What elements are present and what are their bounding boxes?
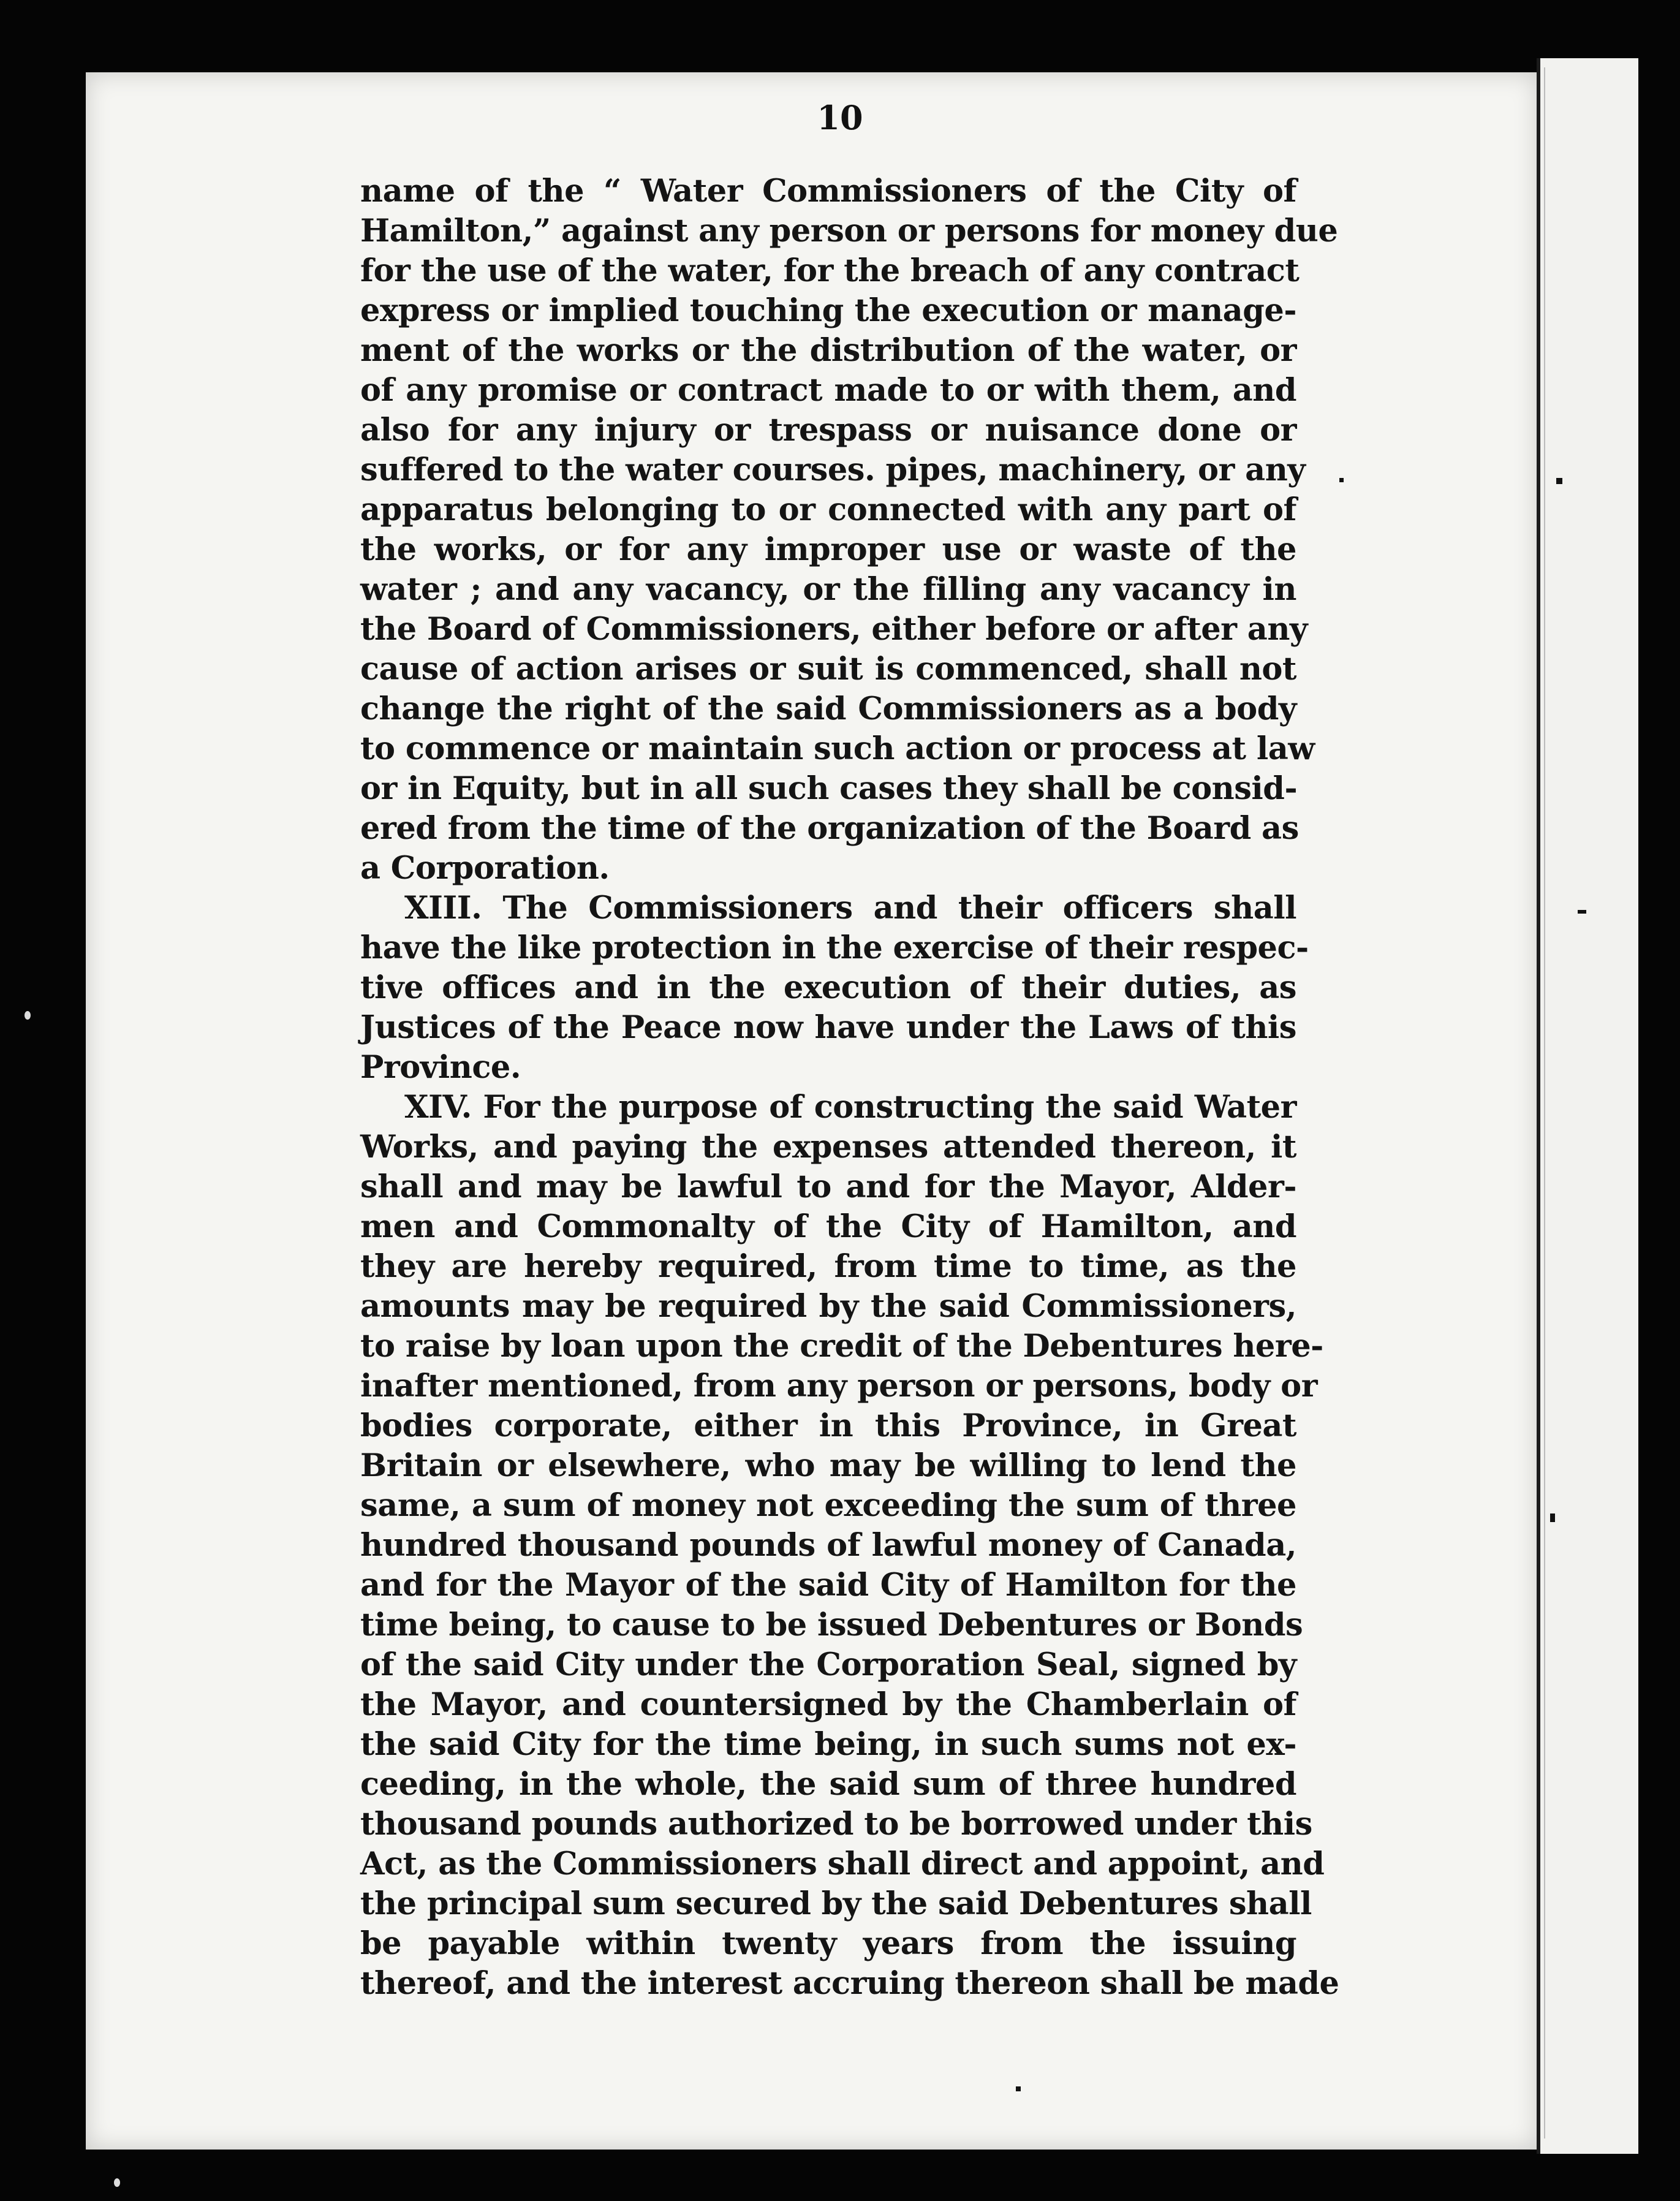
text-line: be payable within twenty years from the issuing	[360, 1925, 1296, 1962]
text-line: apparatus belonging to or connected with any part of	[360, 491, 1296, 528]
text-line: the said City for the time being, in such sums not ex-	[360, 1726, 1296, 1763]
text-line: men and Commonalty of the City of Hamilton, and	[360, 1208, 1296, 1245]
text-line: same, a sum of money not exceeding the sum of three	[360, 1487, 1296, 1524]
text-line: a Corporation.	[360, 850, 610, 887]
text-line: amounts may be required by the said Commissioners,	[360, 1288, 1296, 1325]
page-edge-divider	[1544, 67, 1545, 2138]
text-line: or in Equity, but in all such cases they shall be consid-	[360, 770, 1298, 807]
text-line: Works, and paying the expenses attended thereon, it	[360, 1129, 1296, 1165]
text-line: to raise by loan upon the credit of the Debentures here-	[360, 1328, 1323, 1365]
section-heading-line: XIV. For the purpose of constructing the said Water	[404, 1089, 1296, 1126]
text-line: to commence or maintain such action or process at law	[360, 730, 1315, 767]
text-line: suffered to the water courses. pipes, machinery, or any	[360, 452, 1306, 488]
page-speck	[1016, 2086, 1021, 2091]
text-line: express or implied touching the execution or manage-	[360, 292, 1296, 329]
text-line: time being, to cause to be issued Debentures or Bonds	[360, 1607, 1303, 1643]
edge-speck	[1578, 910, 1586, 914]
text-line: the Mayor, and countersigned by the Chamberlain of	[360, 1686, 1296, 1723]
text-line: hundred thousand pounds of lawful money of Canada,	[360, 1527, 1296, 1564]
text-line: the works, or for any improper use or waste of the	[360, 531, 1296, 568]
edge-speck	[1556, 478, 1562, 484]
text-line: Britain or elsewhere, who may be willing to lend the	[360, 1447, 1296, 1484]
text-line: cause of action arises or suit is commenced, shall not	[360, 651, 1296, 688]
text-line: Act, as the Commissioners shall direct and appoint, and	[360, 1846, 1325, 1882]
text-line: change the right of the said Commissioners as a body	[360, 691, 1296, 727]
text-line: of the said City under the Corporation Seal, signed by	[360, 1646, 1296, 1683]
text-line: name of the “ Water Commissioners of the City of	[360, 173, 1296, 210]
text-line: ceeding, in the whole, the said sum of three hundred	[360, 1766, 1296, 1803]
text-line: for the use of the water, for the breach of any contract	[360, 252, 1300, 289]
text-line: and for the Mayor of the said City of Hamilton for the	[360, 1567, 1296, 1604]
text-line: Hamilton,” against any person or persons for money due	[360, 213, 1338, 249]
text-line: thousand pounds authorized to be borrowed under this	[360, 1806, 1312, 1843]
page-number: 10	[817, 98, 863, 137]
text-line: thereof, and the interest accruing thereon shall be made	[360, 1965, 1339, 2002]
section-heading-line: XIII. The Commissioners and their officers shall	[404, 890, 1296, 926]
text-line: water ; and any vacancy, or the filling any vacancy in	[360, 571, 1296, 608]
text-line: of any promise or contract made to or with them, and	[360, 372, 1296, 409]
text-line: shall and may be lawful to and for the Mayor, Alder-	[360, 1169, 1296, 1205]
margin-speck	[25, 1011, 31, 1020]
text-line: also for any injury or trespass or nuisance done or	[360, 412, 1296, 449]
text-line: Province.	[360, 1049, 521, 1086]
text-line: Justices of the Peace now have under the Laws of this	[360, 1009, 1296, 1046]
edge-speck	[1339, 478, 1344, 482]
text-line: the principal sum secured by the said Debentures shall	[360, 1885, 1312, 1922]
text-line: inafter mentioned, from any person or persons, body or	[360, 1368, 1318, 1404]
edge-speck	[1550, 1513, 1555, 1522]
text-line: ered from the time of the organization of the Board as	[360, 810, 1299, 847]
text-line: they are hereby required, from time to time, as the	[360, 1248, 1296, 1285]
text-line: tive offices and in the execution of their duties, as	[360, 969, 1296, 1006]
text-line: ment of the works or the distribution of the water, or	[360, 332, 1296, 369]
text-line: the Board of Commissioners, either before or after any	[360, 611, 1308, 648]
text-line: have the like protection in the exercise of their respec-	[360, 930, 1309, 966]
text-line: bodies corporate, either in this Province, in Great	[360, 1407, 1296, 1444]
margin-speck	[114, 2178, 120, 2187]
facing-page-edge	[1537, 58, 1638, 2154]
